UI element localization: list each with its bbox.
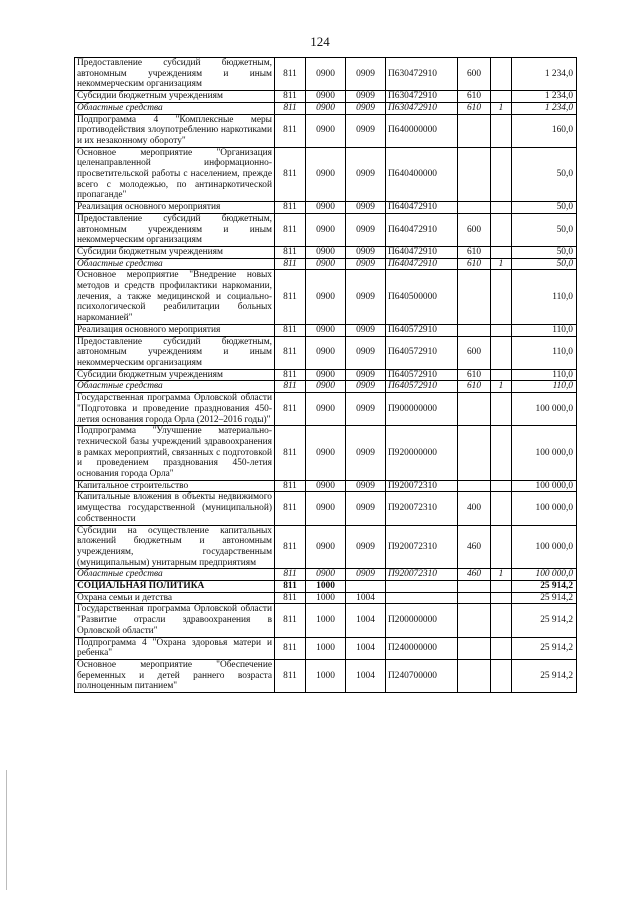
row-amount: 25 914,2 <box>512 659 577 692</box>
row-grbs: 811 <box>275 102 306 114</box>
row-name: Предоставление субсидий бюджетным, автономным учреждениям и иным некоммерческим организациям <box>75 213 275 246</box>
row-name: Капитальное строительство <box>75 480 275 492</box>
row-funding-source <box>491 58 512 91</box>
row-grbs: 811 <box>275 393 306 426</box>
row-subsection: 0909 <box>346 480 386 492</box>
row-section: 0900 <box>306 381 346 393</box>
row-target-article: П640572910 <box>386 336 458 369</box>
row-amount: 100 000,0 <box>512 492 577 525</box>
row-target-article: П630472910 <box>386 102 458 114</box>
row-funding-source <box>491 213 512 246</box>
row-subsection: 0909 <box>346 369 386 381</box>
row-target-article: П640472910 <box>386 258 458 270</box>
row-expense-type: 610 <box>458 369 491 381</box>
row-target-article: П920072310 <box>386 525 458 569</box>
row-subsection: 0909 <box>346 492 386 525</box>
row-grbs: 811 <box>275 659 306 692</box>
row-expense-type: 460 <box>458 525 491 569</box>
row-grbs: 811 <box>275 581 306 593</box>
row-target-article: П630472910 <box>386 91 458 103</box>
row-target-article: П640500000 <box>386 270 458 325</box>
row-funding-source <box>491 369 512 381</box>
row-name: СОЦИАЛЬНАЯ ПОЛИТИКА <box>75 581 275 593</box>
row-grbs: 811 <box>275 637 306 659</box>
row-amount: 50,0 <box>512 202 577 214</box>
row-subsection: 0909 <box>346 202 386 214</box>
budget-table-body <box>75 58 577 693</box>
row-expense-type <box>458 426 491 481</box>
row-name: Государственная программа Орловской области "Подготовка и проведение празднования 450-летия основания города Орла (2012–2016 годы)" <box>75 393 275 426</box>
row-subsection: 0909 <box>346 102 386 114</box>
row-amount: 110,0 <box>512 336 577 369</box>
row-amount: 100 000,0 <box>512 480 577 492</box>
row-amount: 25 914,2 <box>512 581 577 593</box>
row-name: Субсидии бюджетным учреждениям <box>75 91 275 103</box>
row-subsection: 0909 <box>346 381 386 393</box>
row-subsection: 0909 <box>346 114 386 147</box>
row-name: Областные средства <box>75 569 275 581</box>
row-name: Реализация основного мероприятия <box>75 202 275 214</box>
row-grbs: 811 <box>275 426 306 481</box>
row-funding-source <box>491 91 512 103</box>
row-expense-type: 610 <box>458 258 491 270</box>
table-row <box>75 480 577 492</box>
row-amount: 100 000,0 <box>512 393 577 426</box>
row-target-article: П920072310 <box>386 492 458 525</box>
table-row <box>75 637 577 659</box>
row-funding-source <box>491 581 512 593</box>
row-funding-source <box>491 637 512 659</box>
row-amount: 100 000,0 <box>512 426 577 481</box>
row-expense-type <box>458 270 491 325</box>
row-grbs: 811 <box>275 91 306 103</box>
row-funding-source <box>491 604 512 637</box>
table-row <box>75 270 577 325</box>
row-name: Субсидии на осуществление капитальных вложений бюджетным и автономным учреждениям, государственным (муниципальным) унитарным предприятиям <box>75 525 275 569</box>
row-funding-source <box>491 114 512 147</box>
row-funding-source: 1 <box>491 569 512 581</box>
row-subsection: 0909 <box>346 147 386 202</box>
table-row <box>75 324 577 336</box>
row-section: 1000 <box>306 637 346 659</box>
row-name: Предоставление субсидий бюджетным, автономным учреждениям и иным некоммерческим организациям <box>75 336 275 369</box>
row-target-article: П640000000 <box>386 114 458 147</box>
row-grbs: 811 <box>275 592 306 604</box>
row-amount: 110,0 <box>512 369 577 381</box>
row-grbs: 811 <box>275 604 306 637</box>
row-expense-type <box>458 581 491 593</box>
row-target-article: П640572910 <box>386 369 458 381</box>
row-grbs: 811 <box>275 258 306 270</box>
row-expense-type <box>458 147 491 202</box>
row-subsection: 0909 <box>346 393 386 426</box>
row-name: Охрана семьи и детства <box>75 592 275 604</box>
row-expense-type <box>458 592 491 604</box>
row-funding-source <box>491 480 512 492</box>
row-target-article: П900000000 <box>386 393 458 426</box>
row-subsection: 0909 <box>346 525 386 569</box>
row-target-article: П200000000 <box>386 604 458 637</box>
row-funding-source <box>491 324 512 336</box>
row-target-article: П240000000 <box>386 637 458 659</box>
row-section: 0900 <box>306 324 346 336</box>
row-funding-source <box>491 202 512 214</box>
row-target-article <box>386 581 458 593</box>
row-expense-type: 400 <box>458 492 491 525</box>
row-funding-source <box>491 492 512 525</box>
row-target-article: П920072310 <box>386 480 458 492</box>
row-name: Областные средства <box>75 102 275 114</box>
row-section: 0900 <box>306 58 346 91</box>
row-name: Субсидии бюджетным учреждениям <box>75 369 275 381</box>
row-expense-type: 610 <box>458 91 491 103</box>
row-subsection: 0909 <box>346 246 386 258</box>
row-section: 0900 <box>306 393 346 426</box>
row-amount: 160,0 <box>512 114 577 147</box>
row-section: 0900 <box>306 102 346 114</box>
row-target-article: П640472910 <box>386 213 458 246</box>
row-grbs: 811 <box>275 202 306 214</box>
row-name: Капитальные вложения в объекты недвижимого имущества государственной (муниципальной) собственности <box>75 492 275 525</box>
row-section: 0900 <box>306 147 346 202</box>
table-row <box>75 91 577 103</box>
row-amount: 25 914,2 <box>512 592 577 604</box>
row-grbs: 811 <box>275 114 306 147</box>
row-subsection <box>346 581 386 593</box>
table-row <box>75 246 577 258</box>
row-grbs: 811 <box>275 492 306 525</box>
table-row <box>75 202 577 214</box>
row-amount: 25 914,2 <box>512 637 577 659</box>
table-row <box>75 213 577 246</box>
row-funding-source <box>491 525 512 569</box>
row-name: Субсидии бюджетным учреждениям <box>75 246 275 258</box>
row-expense-type <box>458 480 491 492</box>
budget-table <box>74 57 577 693</box>
row-grbs: 811 <box>275 270 306 325</box>
row-grbs: 811 <box>275 369 306 381</box>
row-funding-source <box>491 270 512 325</box>
row-section: 0900 <box>306 246 346 258</box>
row-grbs: 811 <box>275 336 306 369</box>
row-target-article: П640400000 <box>386 147 458 202</box>
row-name: Реализация основного мероприятия <box>75 324 275 336</box>
row-section: 0900 <box>306 213 346 246</box>
row-name: Областные средства <box>75 381 275 393</box>
table-row <box>75 381 577 393</box>
row-amount: 50,0 <box>512 246 577 258</box>
table-row <box>75 569 577 581</box>
row-grbs: 811 <box>275 324 306 336</box>
row-amount: 110,0 <box>512 324 577 336</box>
row-name: Государственная программа Орловской области "Развитие отрасли здравоохранения в Орловской области" <box>75 604 275 637</box>
row-section: 0900 <box>306 114 346 147</box>
row-target-article: П240700000 <box>386 659 458 692</box>
row-subsection: 1004 <box>346 659 386 692</box>
row-section: 1000 <box>306 604 346 637</box>
row-section: 1000 <box>306 659 346 692</box>
row-amount: 100 000,0 <box>512 569 577 581</box>
row-name: Подпрограмма 4 "Комплексные меры противодействия злоупотреблению наркотиками и их незаконному обороту" <box>75 114 275 147</box>
row-subsection: 0909 <box>346 58 386 91</box>
row-section: 1000 <box>306 581 346 593</box>
row-grbs: 811 <box>275 381 306 393</box>
row-name: Основное мероприятие "Обеспечение беременных и детей раннего возраста полноценным питанием" <box>75 659 275 692</box>
scan-margin-mark <box>6 770 7 890</box>
row-name: Областные средства <box>75 258 275 270</box>
row-amount: 50,0 <box>512 213 577 246</box>
row-section: 0900 <box>306 202 346 214</box>
row-grbs: 811 <box>275 58 306 91</box>
row-expense-type: 600 <box>458 336 491 369</box>
table-row <box>75 147 577 202</box>
row-section: 0900 <box>306 492 346 525</box>
row-expense-type <box>458 659 491 692</box>
row-target-article: П640472910 <box>386 246 458 258</box>
row-target-article: П630472910 <box>386 58 458 91</box>
table-row <box>75 369 577 381</box>
row-section: 0900 <box>306 270 346 325</box>
row-target-article: П920072310 <box>386 569 458 581</box>
row-subsection: 1004 <box>346 604 386 637</box>
row-amount: 50,0 <box>512 258 577 270</box>
row-amount: 1 234,0 <box>512 58 577 91</box>
row-target-article: П640572910 <box>386 381 458 393</box>
row-grbs: 811 <box>275 525 306 569</box>
row-amount: 50,0 <box>512 147 577 202</box>
row-expense-type: 610 <box>458 381 491 393</box>
row-funding-source <box>491 393 512 426</box>
row-expense-type: 610 <box>458 102 491 114</box>
row-expense-type: 460 <box>458 569 491 581</box>
row-funding-source <box>491 592 512 604</box>
table-row <box>75 604 577 637</box>
row-grbs: 811 <box>275 213 306 246</box>
row-funding-source <box>491 426 512 481</box>
row-expense-type <box>458 324 491 336</box>
row-amount: 100 000,0 <box>512 525 577 569</box>
row-funding-source <box>491 659 512 692</box>
row-expense-type <box>458 114 491 147</box>
row-section: 0900 <box>306 569 346 581</box>
row-section: 0900 <box>306 525 346 569</box>
row-subsection: 0909 <box>346 336 386 369</box>
row-expense-type <box>458 393 491 426</box>
table-row <box>75 102 577 114</box>
row-expense-type <box>458 604 491 637</box>
row-expense-type: 600 <box>458 213 491 246</box>
row-funding-source: 1 <box>491 381 512 393</box>
row-grbs: 811 <box>275 569 306 581</box>
row-name: Подпрограмма 4 "Охрана здоровья матери и ребенка" <box>75 637 275 659</box>
row-target-article: П920000000 <box>386 426 458 481</box>
table-row <box>75 258 577 270</box>
table-row <box>75 525 577 569</box>
row-section: 1000 <box>306 592 346 604</box>
row-section: 0900 <box>306 426 346 481</box>
table-row <box>75 492 577 525</box>
row-expense-type: 610 <box>458 246 491 258</box>
row-section: 0900 <box>306 336 346 369</box>
row-target-article <box>386 592 458 604</box>
row-name: Предоставление субсидий бюджетным, автономным учреждениям и иным некоммерческим организациям <box>75 58 275 91</box>
row-name: Основное мероприятие "Организация целенаправленной информационно-просветительской работы с населением, прежде всего с молодежью, по антинаркотической пропаганде" <box>75 147 275 202</box>
row-subsection: 0909 <box>346 270 386 325</box>
row-subsection: 0909 <box>346 258 386 270</box>
row-subsection: 0909 <box>346 91 386 103</box>
table-row <box>75 393 577 426</box>
table-row <box>75 336 577 369</box>
page-number: 124 <box>310 34 330 49</box>
row-grbs: 811 <box>275 147 306 202</box>
table-row <box>75 659 577 692</box>
table-row <box>75 114 577 147</box>
row-subsection: 0909 <box>346 213 386 246</box>
row-amount: 110,0 <box>512 270 577 325</box>
table-row <box>75 592 577 604</box>
row-funding-source <box>491 246 512 258</box>
row-section: 0900 <box>306 369 346 381</box>
row-section: 0900 <box>306 91 346 103</box>
row-grbs: 811 <box>275 480 306 492</box>
row-expense-type <box>458 637 491 659</box>
row-funding-source <box>491 147 512 202</box>
row-subsection: 0909 <box>346 569 386 581</box>
row-subsection: 0909 <box>346 324 386 336</box>
row-section: 0900 <box>306 480 346 492</box>
row-funding-source <box>491 336 512 369</box>
row-subsection: 0909 <box>346 426 386 481</box>
row-target-article: П640472910 <box>386 202 458 214</box>
row-name: Основное мероприятие "Внедрение новых методов и средств профилактики наркомании, лечения, а также медицинской и социально-психологической реабилитации больных наркоманией" <box>75 270 275 325</box>
row-funding-source: 1 <box>491 258 512 270</box>
table-row <box>75 581 577 593</box>
row-expense-type: 600 <box>458 58 491 91</box>
table-row <box>75 426 577 481</box>
row-amount: 110,0 <box>512 381 577 393</box>
row-subsection: 1004 <box>346 637 386 659</box>
row-funding-source: 1 <box>491 102 512 114</box>
table-row <box>75 58 577 91</box>
row-target-article: П640572910 <box>386 324 458 336</box>
row-amount: 25 914,2 <box>512 604 577 637</box>
row-grbs: 811 <box>275 246 306 258</box>
row-section: 0900 <box>306 258 346 270</box>
row-amount: 1 234,0 <box>512 91 577 103</box>
row-name: Подпрограмма "Улучшение материально-технической базы учреждений здравоохранения в рамках мероприятий, связанных с подготовкой и проведением празднования 450-летия основания города Орла" <box>75 426 275 481</box>
row-amount: 1 234,0 <box>512 102 577 114</box>
row-expense-type <box>458 202 491 214</box>
row-subsection: 1004 <box>346 592 386 604</box>
